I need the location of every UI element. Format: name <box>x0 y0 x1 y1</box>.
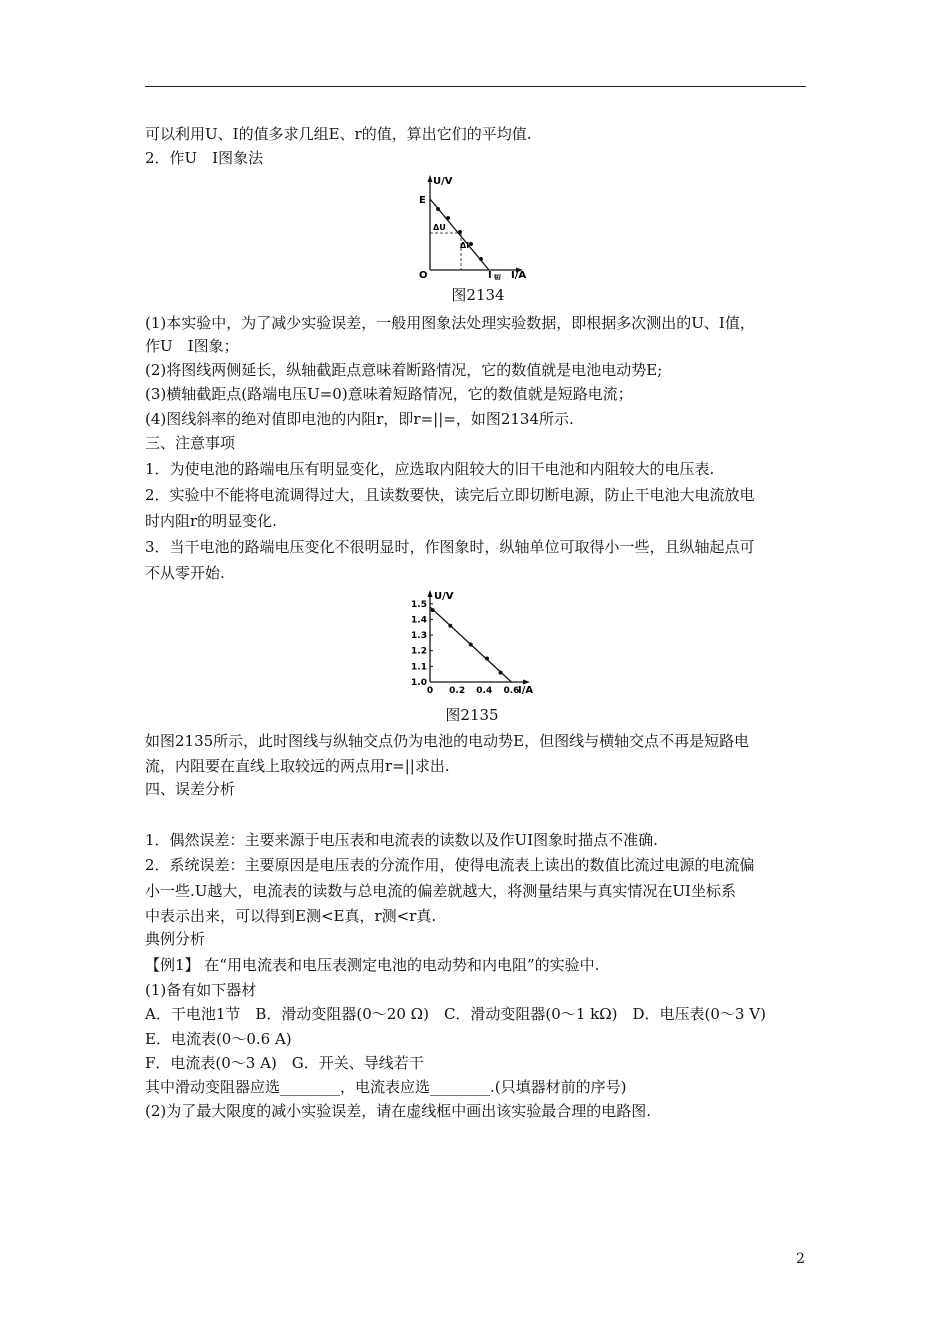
y-axis-label: U/V <box>433 176 453 187</box>
text-line: 如图2135所示，此时图线与纵轴交点仍为电池的电动势E，但图线与横轴交点不再是短路电 <box>145 732 750 750</box>
data-point <box>448 624 452 628</box>
text-line: 1．为使电池的路端电压有明显变化，应选取内阻较大的旧干电池和内阻较大的电压表. <box>145 460 715 478</box>
text-line: 小一些.U越大，电流表的读数与总电流的偏差就越大，将测量结果与真实情况在UI坐标系 <box>145 882 736 900</box>
x-tick-label: 0.2 <box>449 686 466 696</box>
figure-2135 <box>408 586 543 698</box>
text-line: A．干电池1节 B．滑动变阻器(0～20 Ω) C．滑动变阻器(0～1 kΩ) D．电压表(0～3 V) <box>145 1005 766 1023</box>
text-line: (3)横轴截距点(路端电压U=0)意味着短路情况，它的数值就是短路电流； <box>145 385 633 403</box>
text-line: 时内阻r的明显变化. <box>145 512 277 530</box>
e-label: E <box>419 195 426 206</box>
text-line: 2．实验中不能将电流调得过大，且读数要快，读完后立即切断电源，防止干电池大电流放电 <box>145 486 755 504</box>
y-tick-label: 1.5 <box>411 599 427 610</box>
x-axis-label: I/A <box>511 270 527 280</box>
text-line: 中表示出来，可以得到E测<E真，r测<r真. <box>145 907 437 925</box>
text-line: 3．当干电池的路端电压变化不很明显时，作图象时，纵轴单位可取得小一些，且纵轴起点可 <box>145 538 755 556</box>
delta-u-label: ΔU <box>433 223 446 232</box>
text-line: 其中滑动变阻器应选________，电流表应选________.(只填器材前的序号) <box>145 1078 627 1096</box>
text-line: (1)备有如下器材 <box>145 981 257 999</box>
y-axis-label: U/V <box>434 591 454 602</box>
data-point <box>469 642 473 646</box>
data-point <box>499 671 503 675</box>
y-tick-label: 1.4 <box>411 615 427 626</box>
figure-caption: 图2134 <box>451 286 505 304</box>
y-tick-label: 1.3 <box>411 631 427 642</box>
y-tick-label: 1.2 <box>411 646 427 657</box>
text-line: (1)本实验中，为了减少实验误差，一般用图象法处理实验数据，即根据多次测出的U、I值， <box>145 314 755 332</box>
chart-2135 <box>408 586 543 698</box>
text-line: 2．系统误差：主要原因是电压表的分流作用，使得电流表上读出的数值比流过电源的电流偏 <box>145 856 755 874</box>
i-short-label: I <box>488 270 492 280</box>
header-rule <box>145 86 806 87</box>
text-line: E．电流表(0～0.6 A) <box>145 1030 292 1048</box>
section-heading: 典例分析 <box>145 930 206 948</box>
text-line: F．电流表(0～3 A) G．开关、导线若干 <box>145 1054 424 1072</box>
text-line: 流，内阻要在直线上取较远的两点用r=||求出. <box>145 757 450 775</box>
y-tick-label: 1.1 <box>411 662 427 673</box>
data-point <box>431 608 435 612</box>
delta-i-label: ΔI <box>460 241 470 250</box>
text-line: 作U I图象； <box>145 337 239 355</box>
text-line: (4)图线斜率的绝对值即电池的内阻r，即r=||=，如图2134所示. <box>145 410 574 428</box>
y-tick-label: 1.0 <box>411 678 427 688</box>
text-line: 1．偶然误差：主要来源于电压表和电流表的读数以及作UI图象时描点不准确. <box>145 831 658 849</box>
text-line: 不从零开始. <box>145 564 225 582</box>
section-heading: 2．作U I图象法 <box>145 149 264 167</box>
text-line: 可以利用U、I的值多求几组E、r的值，算出它们的平均值. <box>145 125 532 143</box>
page-number: 2 <box>796 1251 805 1267</box>
text-line: 【例1】 在“用电流表和电压表测定电池的电动势和内电阻”的实验中. <box>145 956 600 974</box>
i-short-subscript: 短 <box>494 274 501 280</box>
origin-label: O <box>419 270 428 280</box>
data-point <box>485 657 489 661</box>
figure-2134 <box>415 172 540 280</box>
x-tick-label: 0.4 <box>476 686 493 696</box>
text-line: (2)为了最大限度的减小实验误差，请在虚线框中画出该实验最合理的电路图. <box>145 1102 652 1120</box>
x-tick-label: 0.6 <box>503 686 520 696</box>
x-axis-label: I/A <box>518 685 534 696</box>
section-heading: 三、注意事项 <box>145 434 236 452</box>
figure-caption: 图2135 <box>445 706 499 724</box>
section-heading: 四、误差分析 <box>145 780 236 798</box>
x-tick-label: 0 <box>426 686 434 696</box>
text-line: (2)将图线两侧延长，纵轴截距点意味着断路情况，它的数值就是电池电动势E; <box>145 361 663 379</box>
